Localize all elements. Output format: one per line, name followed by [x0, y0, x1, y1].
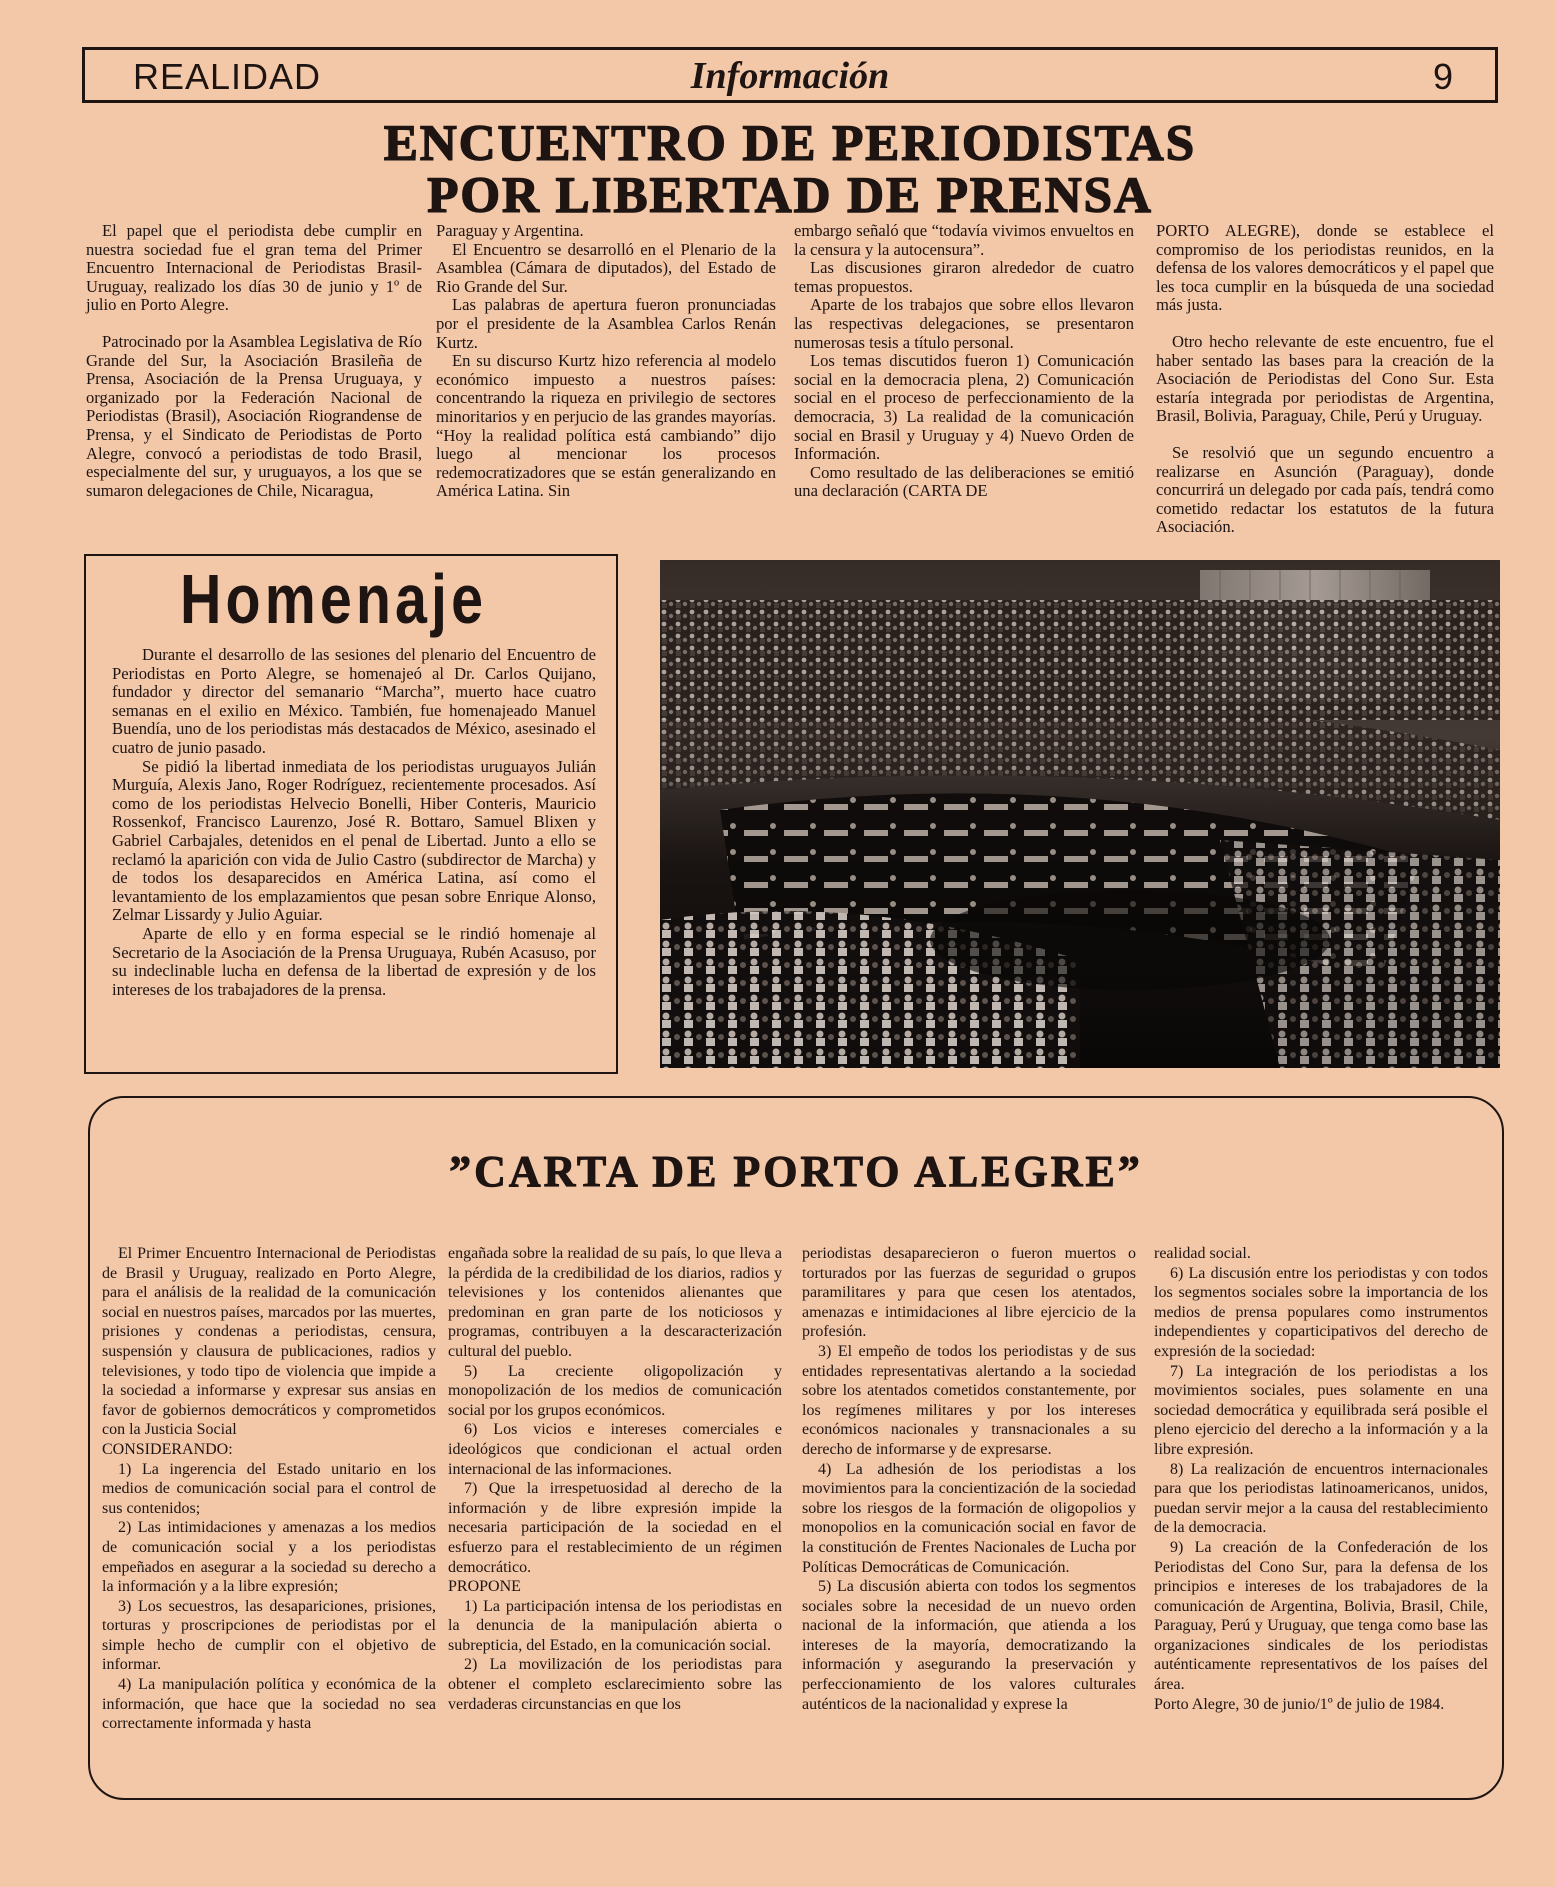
headline-line-2: POR LIBERTAD DE PRENSA: [427, 168, 1153, 224]
carta-paragraph: 5) La discusión abierta con todos los segmentos sociales sobre la necesidad de un nuevo orden nacional de la información, que atienda a los intereses de la mayoría, democratizando la información y asegurando la preservación y perfeccionamiento de los valores culturales auténticos de la nacionalidad y exprese la: [802, 1578, 1136, 1713]
article-paragraph: Las discusiones giraron alrededor de cuatro temas propuestos.: [794, 258, 1134, 296]
carta-column-2: [448, 1244, 782, 1714]
carta-column-1: [102, 1244, 436, 1734]
carta-column-4: [1154, 1244, 1488, 1714]
carta-heading-considerando: CONSIDERANDO:: [102, 1440, 233, 1458]
carta-paragraph: El Primer Encuentro Internacional de Periodistas de Brasil y Uruguay, realizado en Porto Alegre, para el análisis de la realidad de la comunicación social en nuestros países, marcados por las muertes, prisiones y condenas a periodistas, censura, suspensión y clausura de publicaciones, radios y televisiones, y todo tipo de violencia que impide a la sociedad a informarse y expresar sus ansias en favor de gobiernos democráticos y comprometidos con la Justicia Social: [102, 1245, 436, 1439]
carta-paragraph: 2) Las intimidaciones y amenazas a los medios de comunicación social y a los periodistas empeñados en asegurar a la sociedad su derecho a la información y a la libre expresión;: [102, 1519, 436, 1596]
homenaje-title: Homenaje: [180, 560, 488, 638]
carta-paragraph: 7) La integración de los periodistas a los movimientos sociales, pues solamente en una sociedad democrática y equilibrada será posible el pleno ejercicio del derecho a la información y a la libre expresión.: [1154, 1362, 1488, 1458]
carta-paragraph: periodistas desaparecieron o fueron muertos o torturados por las fuerzas de seguridad o grupos paramilitares y para que cesen los atentados, amenazas e intimidaciones al libre ejercicio de la profesión.: [802, 1245, 1136, 1341]
homenaje-paragraph: Durante el desarrollo de las sesiones del plenario del Encuentro de Periodistas en Porto Alegre, se homenajeó al Dr. Carlos Quijano, fundador y director del semanario “Marcha”, muerto hace cuatro semanas en el exilio en México. También, fue homenajeado Manuel Buendía, uno de los periodistas más destacados de México, asesinado el cuatro de junio pasado.: [112, 645, 596, 757]
carta-paragraph: 6) Los vicios e intereses comerciales e ideológicos que condicionan el actual orden internacional de las informaciones.: [448, 1421, 782, 1478]
article-paragraph: Otro hecho relevante de este encuentro, fue el haber sentado las bases para la creación de la Asociación de Periodistas del Cono Sur. Esta estaría integrada por periodistas de Argentina, Brasil, Bolivia, Paraguay, Chile, Perú y Uruguay.: [1156, 331, 1494, 426]
carta-paragraph: 1) La ingerencia del Estado unitario en los medios de comunicación social para el control de sus contenidos;: [102, 1460, 436, 1517]
carta-paragraph: 1) La participación intensa de los periodistas en la denuncia de la manipulación abierta o subrepticia, del Estado, en la comunicación social.: [448, 1597, 782, 1654]
homenaje-paragraph: Aparte de ello y en forma especial se le rindió homenaje al Secretario de la Asociación de la Prensa Uruguaya, Rubén Acasuso, por su indeclinable lucha en defensa de la libertad de expresión y de los intereses de los trabajadores de la prensa.: [112, 923, 596, 999]
carta-paragraph: 4) La manipulación política y económica de la información, que hace que la sociedad no sea correctamente informada y hasta: [102, 1676, 436, 1733]
carta-paragraph: 7) Que la irrespetuosidad al derecho de la información y de libre expresión impide la necesaria participación de la sociedad en el esfuerzo para el restablecimiento de un régimen democrático.: [448, 1480, 782, 1576]
homenaje-box: [84, 554, 618, 1074]
carta-paragraph: 9) La creación de la Confederación de los Periodistas del Cono Sur, para la defensa de los principios e intereses de los trabajadores de la comunicación de Argentina, Bolivia, Brasil, Chile, Paraguay, Perú y Uruguay, que tenga como base las organizaciones sindicales de los periodistas auténticamente representativos de los países del área.: [1154, 1538, 1488, 1694]
homenaje-paragraph: Se pidió la libertad inmediata de los periodistas uruguayos Julián Murguía, Alexis Jano, Roger Rodríguez, recientemente procesados. Así como de los periodistas Helvecio Bonelli, Hiber Conteris, Mauricio Rossenkof, Francisco Laurenzo, José R. Bottaro, Samuel Blixen y Gabriel Carbajales, detenidos en el penal de Libertad. Junto a ello se reclamó la aparición con vida de Julio Castro (subdirector de Marcha) y de todos los desaparecidos en América Latina, así como el levantamiento de los emplazamientos que pesan sobre Enrique Alonso, Zelmar Lissardy y Julio Aguiar.: [112, 756, 596, 925]
article-paragraph: Paraguay y Argentina.: [436, 221, 584, 240]
carta-paragraph: 5) La creciente oligopolización y monopolización de los medios de comunicación social por los grupos económicos.: [448, 1362, 782, 1419]
headline-line-1: ENCUENTRO DE PERIODISTAS: [383, 116, 1197, 172]
carta-title: ”CARTA DE PORTO ALEGRE”: [449, 1147, 1143, 1196]
article-paragraph: PORTO ALEGRE), donde se establece el compromiso de los periodistas reunidos, en la defensa de los valores democráticos y el papel que les toca cumplir en la búsqueda de una sociedad más justa.: [1156, 221, 1494, 315]
article-paragraph: El Encuentro se desarrolló en el Plenario de la Asamblea (Cámara de diputados), del Estado de Rio Grande del Sur.: [436, 239, 776, 296]
homenaje-text: [112, 646, 596, 999]
carta-paragraph: 6) La discusión entre los periodistas y con todos los segmentos sociales sobre la importancia de los medios de prensa populares como instrumentos independientes y coparticipativos del derecho de expresión de la sociedad:: [1154, 1264, 1488, 1360]
carta-signature-date: Porto Alegre, 30 de junio/1º de julio de 1984.: [1154, 1695, 1445, 1713]
article-paragraph: En su discurso Kurtz hizo referencia al modelo económico impuesto a nuestros países: concentrando la riqueza en privilegio de sectores minoritarios y en perjucio de las grandes mayorías. “Hoy la realidad política está cambiando” dijo luego al mencionar los procesos redemocratizadores que se están generalizando en América Latina. Sin: [436, 351, 776, 501]
article-headline: [82, 118, 1498, 222]
carta-paragraph: 3) El empeño de todos los periodistas y de sus entidades representativas alertando a la sociedad sobre los atentados cometidos constantemente, por los regímenes militares y por los intereses económicos nacionales y transnacionales a su derecho de informarse y de expresarse.: [802, 1342, 1136, 1458]
article-column-2: [436, 222, 776, 501]
article-column-4: [1156, 222, 1494, 537]
carta-column-3: [802, 1244, 1136, 1714]
article-paragraph: Se resolvió que un segundo encuentro a realizarse en Asunción (Paraguay), donde concurrirá un delegado por cada país, tendrá como cometido redactar los estatutos de la futura Asociación.: [1156, 442, 1494, 537]
carta-paragraph: 8) La realización de encuentros internacionales para que los periodistas latinoamericanos, unidos, puedan servir mejor a la causa del restablecimiento de la democracia.: [1154, 1460, 1488, 1537]
article-paragraph: Como resultado de las deliberaciones se emitió una declaración (CARTA DE: [794, 462, 1134, 501]
carta-paragraph: realidad social.: [1154, 1245, 1251, 1262]
assembly-photo-image: [660, 560, 1500, 1068]
article-paragraph: Patrocinado por la Asamblea Legislativa de Río Grande del Sur, la Asociación Brasileña de Prensa, Asociación de la Prensa Uruguaya, y organizado por la Federación Nacional de Periodistas (Brasil), Asociación Riograndense de Prensa, y el Sindicato de Periodistas de Porto Alegre, convocó a periodistas de todo Brasil, especialmente del sur, y uruguayos, a los que se sumaron delegaciones de Chile, Nicaragua,: [86, 331, 422, 500]
carta-paragraph: 3) Los secuestros, las desapariciones, prisiones, torturas y proscripciones de periodistas por el simple hecho de cumplir con el objetivo de informar.: [102, 1597, 436, 1674]
carta-box: [88, 1096, 1504, 1800]
carta-paragraph: engañada sobre la realidad de su país, lo que lleva a la pérdida de la credibilidad de los diarios, radios y televisiones y los contenidos alienantes que predominan en gran parte de los noticiosos y programas, contribuyen a la descaracterización cultural del pueblo.: [448, 1245, 782, 1360]
page-number: 9: [1432, 56, 1453, 97]
carta-paragraph: 2) La movilización de los periodistas para obtener el completo esclarecimiento sobre las verdaderas circunstancias en que los: [448, 1656, 782, 1713]
article-paragraph: embargo señaló que “todavía vivimos envueltos en la censura y la autocensura”.: [794, 221, 1134, 259]
article-column-3: [794, 222, 1134, 501]
article-paragraph: Los temas discutidos fueron 1) Comunicación social en la democracia plena, 2) Comunicación social en el proceso de perfeccionamiento de la democracia, 3) La realidad de la comunicación social en Brasil y Uruguay y 4) Nuevo Orden de Información.: [794, 351, 1134, 464]
section-name: Información: [690, 55, 890, 97]
assembly-photo: [660, 560, 1500, 1068]
publication-name: REALIDAD: [133, 56, 322, 97]
carta-paragraph: 4) La adhesión de los periodistas a los movimientos para la concientización de la sociedad sobre los riesgos de la formación de oligopolios y monopolios en la comunicación social en favor de la constitución de Frentes Nacionales de Lucha por Políticas Democráticas de Comunicación.: [802, 1460, 1136, 1576]
article-column-1: [86, 222, 422, 500]
masthead: [82, 47, 1498, 103]
carta-heading-propone: PROPONE: [448, 1578, 521, 1596]
article-paragraph: El papel que el periodista debe cumplir en nuestra sociedad fue el gran tema del Primer Encuentro Internacional de Periodistas Brasil-Uruguay, realizado los días 30 de junio y 1º de julio en Porto Alegre.: [86, 221, 422, 315]
article-paragraph: Aparte de los trabajos que sobre ellos llevaron las respectivas delegaciones, se presentaron numerosas tesis a título personal.: [794, 295, 1134, 352]
article-paragraph: Las palabras de apertura fueron pronunciadas por el presidente de la Asamblea Carlos Renán Kurtz.: [436, 295, 776, 352]
